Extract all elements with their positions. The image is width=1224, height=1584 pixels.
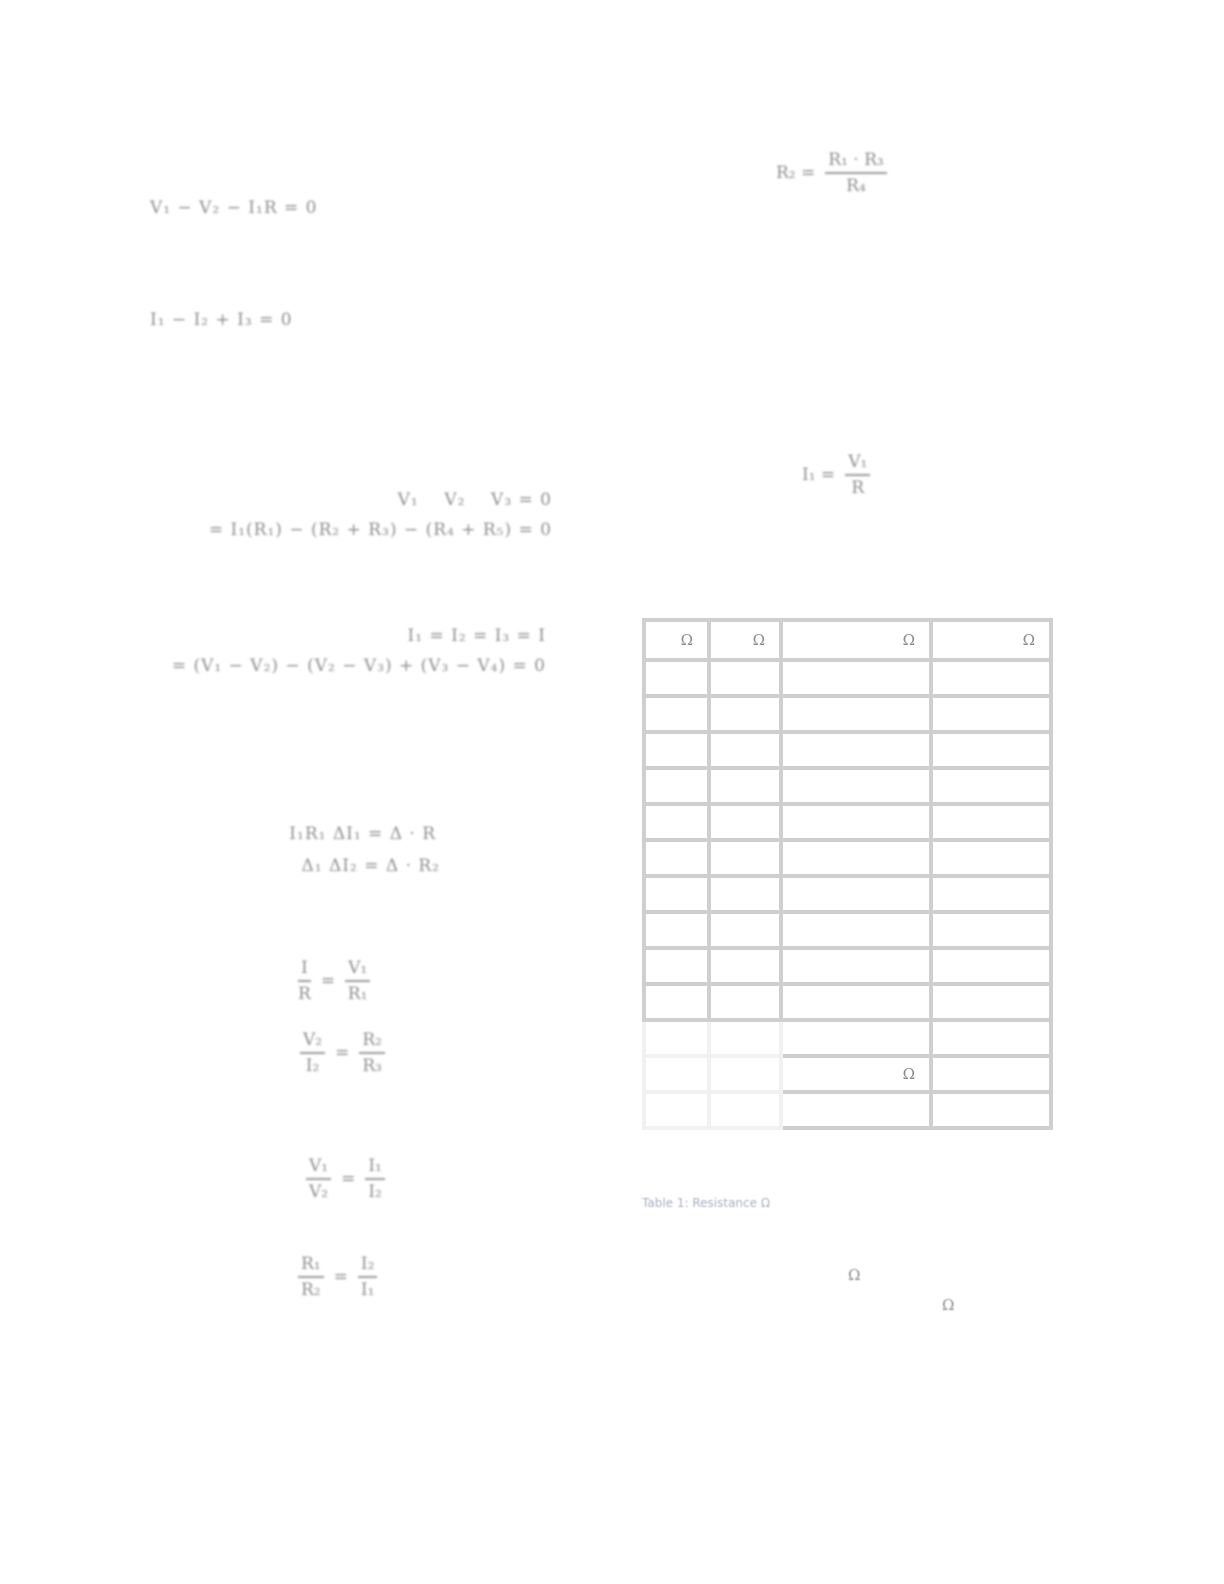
- table-cell: [931, 1092, 1051, 1128]
- table-cell: [781, 696, 931, 732]
- table-cell: [709, 876, 781, 912]
- resistance-table: [642, 618, 1053, 1130]
- fraction-numerator: I₁: [365, 1156, 385, 1180]
- table-cell: [781, 840, 931, 876]
- table-cell: [644, 1056, 709, 1092]
- table-cell: [781, 912, 931, 948]
- fraction-numerator: V₁: [845, 452, 870, 476]
- table-cell: [781, 948, 931, 984]
- fraction-numerator: R₁ · R₃: [825, 150, 886, 174]
- table-cell: [931, 1020, 1051, 1056]
- table-cell: [644, 840, 709, 876]
- table-row: [644, 696, 1051, 732]
- fraction-denominator: R₁: [347, 984, 368, 1004]
- table-row: [644, 876, 1051, 912]
- equation-5-bottom: Δ₁ ΔI₂ = Δ · R₂: [301, 856, 440, 876]
- table-cell: [931, 696, 1051, 732]
- table-header-row: [644, 620, 1051, 660]
- table-row: [644, 840, 1051, 876]
- fraction-denominator: R₄: [846, 176, 866, 196]
- omega-mark: Ω: [848, 1266, 861, 1284]
- fraction-denominator: R: [851, 478, 865, 498]
- table-row: [644, 1056, 1051, 1092]
- table-cell: [931, 876, 1051, 912]
- table-header-cell: Ω: [931, 620, 1051, 660]
- fraction-denominator: V₂: [309, 1182, 329, 1202]
- fraction-denominator: R₂: [301, 1280, 321, 1300]
- table-cell: [644, 984, 709, 1020]
- table-cell: [644, 732, 709, 768]
- equation-right-mid: [802, 452, 870, 498]
- equals-sign: =: [335, 1043, 350, 1063]
- table-row: [644, 912, 1051, 948]
- equation-2: I₁ − I₂ + I₃ = 0: [150, 310, 293, 330]
- table-cell: [931, 1056, 1051, 1092]
- table-row: [644, 948, 1051, 984]
- table-cell: [709, 1092, 781, 1128]
- equals-sign: =: [333, 1267, 348, 1287]
- fraction-denominator: I₂: [368, 1182, 382, 1202]
- fraction-denominator: I₁: [360, 1280, 375, 1300]
- table-cell: [931, 912, 1051, 948]
- table-cell: [644, 876, 709, 912]
- table-cell: [931, 804, 1051, 840]
- equation-3-top: V₁ V₂ V₃ = 0: [397, 490, 552, 510]
- equation-3-bottom: = I₁(R₁) − (R₂ + R₃) − (R₄ + R₅) = 0: [208, 520, 552, 540]
- table-cell: [644, 1020, 709, 1056]
- equation-right-top: [776, 150, 887, 196]
- table-cell: [709, 732, 781, 768]
- table-cell: [644, 660, 709, 696]
- table-row: [644, 1020, 1051, 1056]
- table-cell: [644, 912, 709, 948]
- table-cell: [709, 840, 781, 876]
- table-cell: [709, 804, 781, 840]
- fraction-numerator: I₂: [358, 1254, 378, 1278]
- table-cell: [781, 1092, 931, 1128]
- fraction-numerator: V₁: [306, 1156, 331, 1180]
- table-cell: [709, 768, 781, 804]
- table-cell: [931, 840, 1051, 876]
- table-row: [644, 1092, 1051, 1128]
- ratio-equation-2: [300, 1030, 385, 1076]
- equation-lhs: R₂ =: [776, 163, 816, 183]
- table-row: [644, 984, 1051, 1020]
- table-cell: [709, 1020, 781, 1056]
- table-cell: [709, 696, 781, 732]
- equation-5-top: I₁R₁ ΔI₁ = Δ · R: [289, 824, 436, 844]
- table-cell: [781, 732, 931, 768]
- table-cell: [644, 1092, 709, 1128]
- fraction-numerator: R₁: [298, 1254, 324, 1278]
- table-cell: [709, 948, 781, 984]
- equation-4-bottom: = (V₁ − V₂) − (V₂ − V₃) + (V₃ − V₄) = 0: [171, 656, 546, 676]
- table-row: [644, 660, 1051, 696]
- table-cell: [931, 768, 1051, 804]
- table-header-cell: Ω: [709, 620, 781, 660]
- table-row: [644, 768, 1051, 804]
- table-header-cell: Ω: [781, 620, 931, 660]
- table-cell: [781, 1020, 931, 1056]
- fraction-numerator: V₁: [345, 958, 370, 982]
- table-caption: Table 1: Resistance Ω: [642, 1196, 770, 1210]
- fraction-denominator: R: [298, 984, 311, 1004]
- fraction-numerator: R₂: [359, 1030, 385, 1054]
- fraction-denominator: I₂: [305, 1056, 320, 1076]
- equation-1: V₁ − V₂ − I₁R = 0: [150, 198, 318, 218]
- equals-sign: =: [320, 971, 336, 991]
- fraction-numerator: I: [298, 958, 311, 982]
- table-row: [644, 732, 1051, 768]
- table-cell: [709, 912, 781, 948]
- table-cell: Ω: [781, 1056, 931, 1092]
- table-cell: [644, 768, 709, 804]
- table-cell: [781, 804, 931, 840]
- ratio-equation-3: [306, 1156, 385, 1202]
- table-cell: [781, 660, 931, 696]
- table-header-cell: Ω: [644, 620, 709, 660]
- table-cell: [644, 948, 709, 984]
- ratio-equation-4: [298, 1254, 377, 1300]
- table-cell: [931, 732, 1051, 768]
- table-cell: [931, 984, 1051, 1020]
- table-cell: [931, 948, 1051, 984]
- equation-4-top: I₁ = I₂ = I₃ = I: [407, 626, 546, 646]
- table-cell: [709, 1056, 781, 1092]
- table-row: [644, 804, 1051, 840]
- fraction-denominator: R₃: [362, 1056, 382, 1076]
- table-cell: [709, 984, 781, 1020]
- table-cell: [644, 804, 709, 840]
- table-cell: [931, 660, 1051, 696]
- fraction-numerator: V₂: [300, 1030, 325, 1054]
- ratio-equation-1: [298, 958, 370, 1004]
- table-cell: [781, 768, 931, 804]
- table-cell: [781, 984, 931, 1020]
- table-cell: [644, 696, 709, 732]
- equals-sign: =: [341, 1169, 356, 1189]
- table-cell: [709, 660, 781, 696]
- omega-mark: Ω: [942, 1296, 955, 1314]
- equation-lhs: I₁ =: [802, 465, 836, 485]
- table-cell: [781, 876, 931, 912]
